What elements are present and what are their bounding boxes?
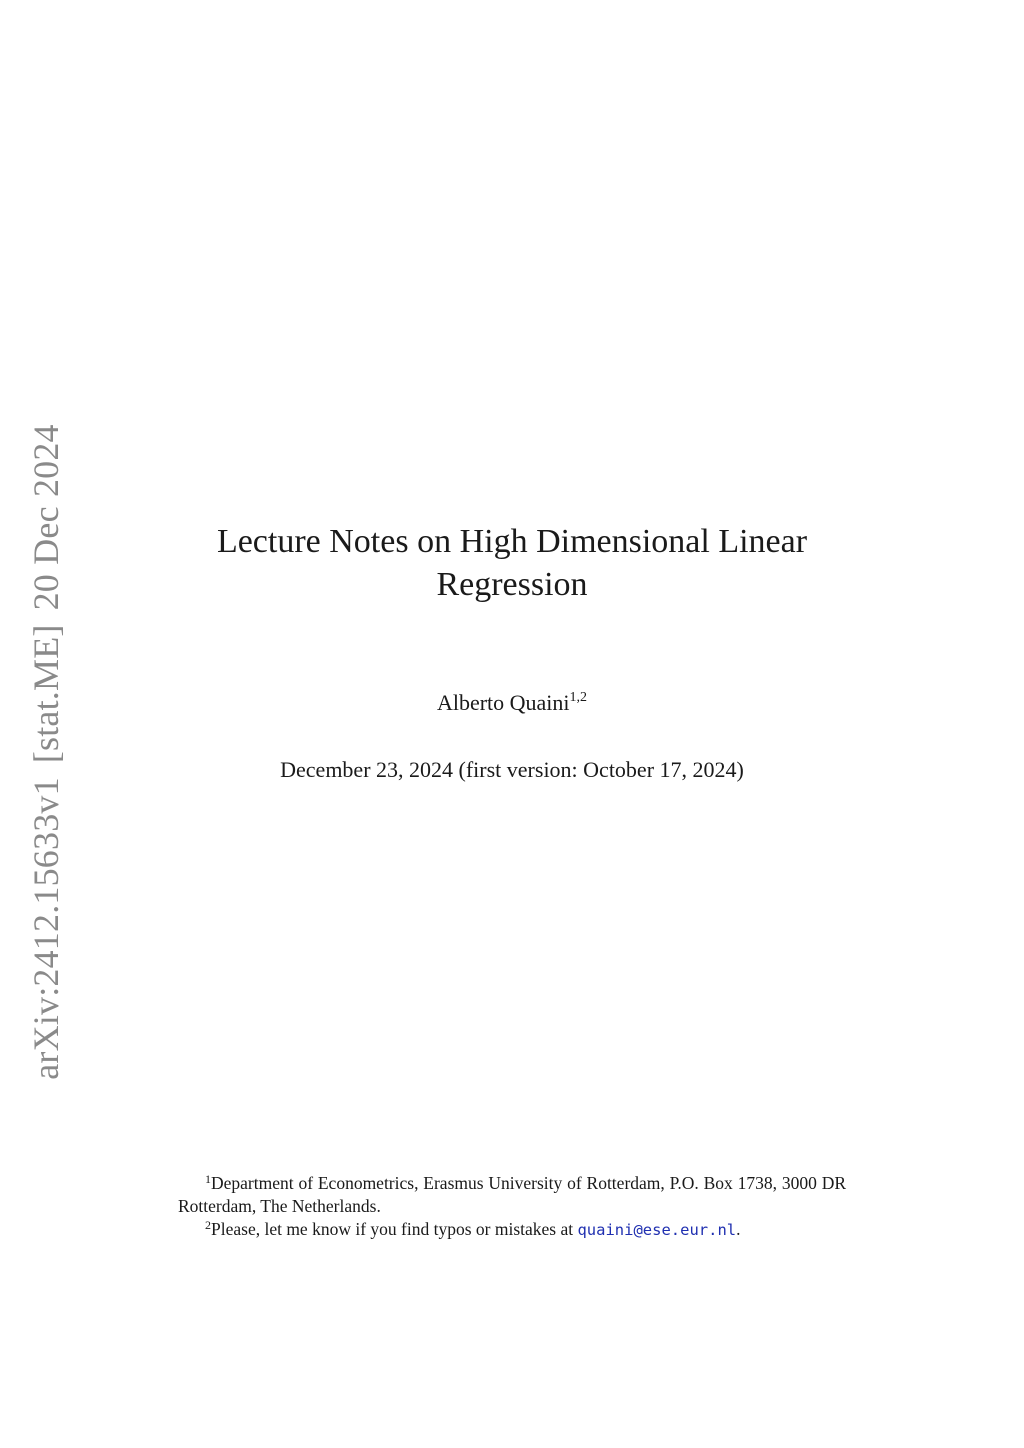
paper-title (180, 520, 844, 606)
arxiv-id: arXiv:2412.15633v1 (26, 777, 66, 1080)
footnote-2-text: Please, let me know if you find typos or mistakes at (211, 1219, 578, 1239)
title-line-1: Lecture Notes on High Dimensional Linear (216, 523, 808, 560)
title-line-2: Regression (436, 566, 588, 603)
arxiv-stamp (25, 424, 67, 1080)
footnote-2 (178, 1218, 846, 1242)
footnote-1-text: Department of Econometrics, Erasmus University of Rotterdam, P.O. Box 1738, 3000 DR Rotterdam, The Netherlands. (178, 1173, 846, 1216)
footnote-2-period: . (736, 1219, 741, 1239)
arxiv-date: 20 Dec 2024 (26, 424, 66, 611)
author-affiliation-marks: 1,2 (569, 690, 588, 705)
paper-date: December 23, 2024 (first version: October 17, 2024) (280, 757, 744, 782)
footnote-1 (178, 1172, 846, 1218)
footnote-1-mark: 1 (205, 1172, 211, 1186)
footnote-2-mark: 2 (205, 1218, 211, 1232)
author-name: Alberto Quaini (436, 690, 570, 715)
author (180, 690, 844, 716)
footnotes (178, 1172, 846, 1242)
email-link[interactable]: quaini@ese.eur.nl (577, 1221, 737, 1239)
arxiv-category: [stat.ME] (26, 624, 66, 764)
